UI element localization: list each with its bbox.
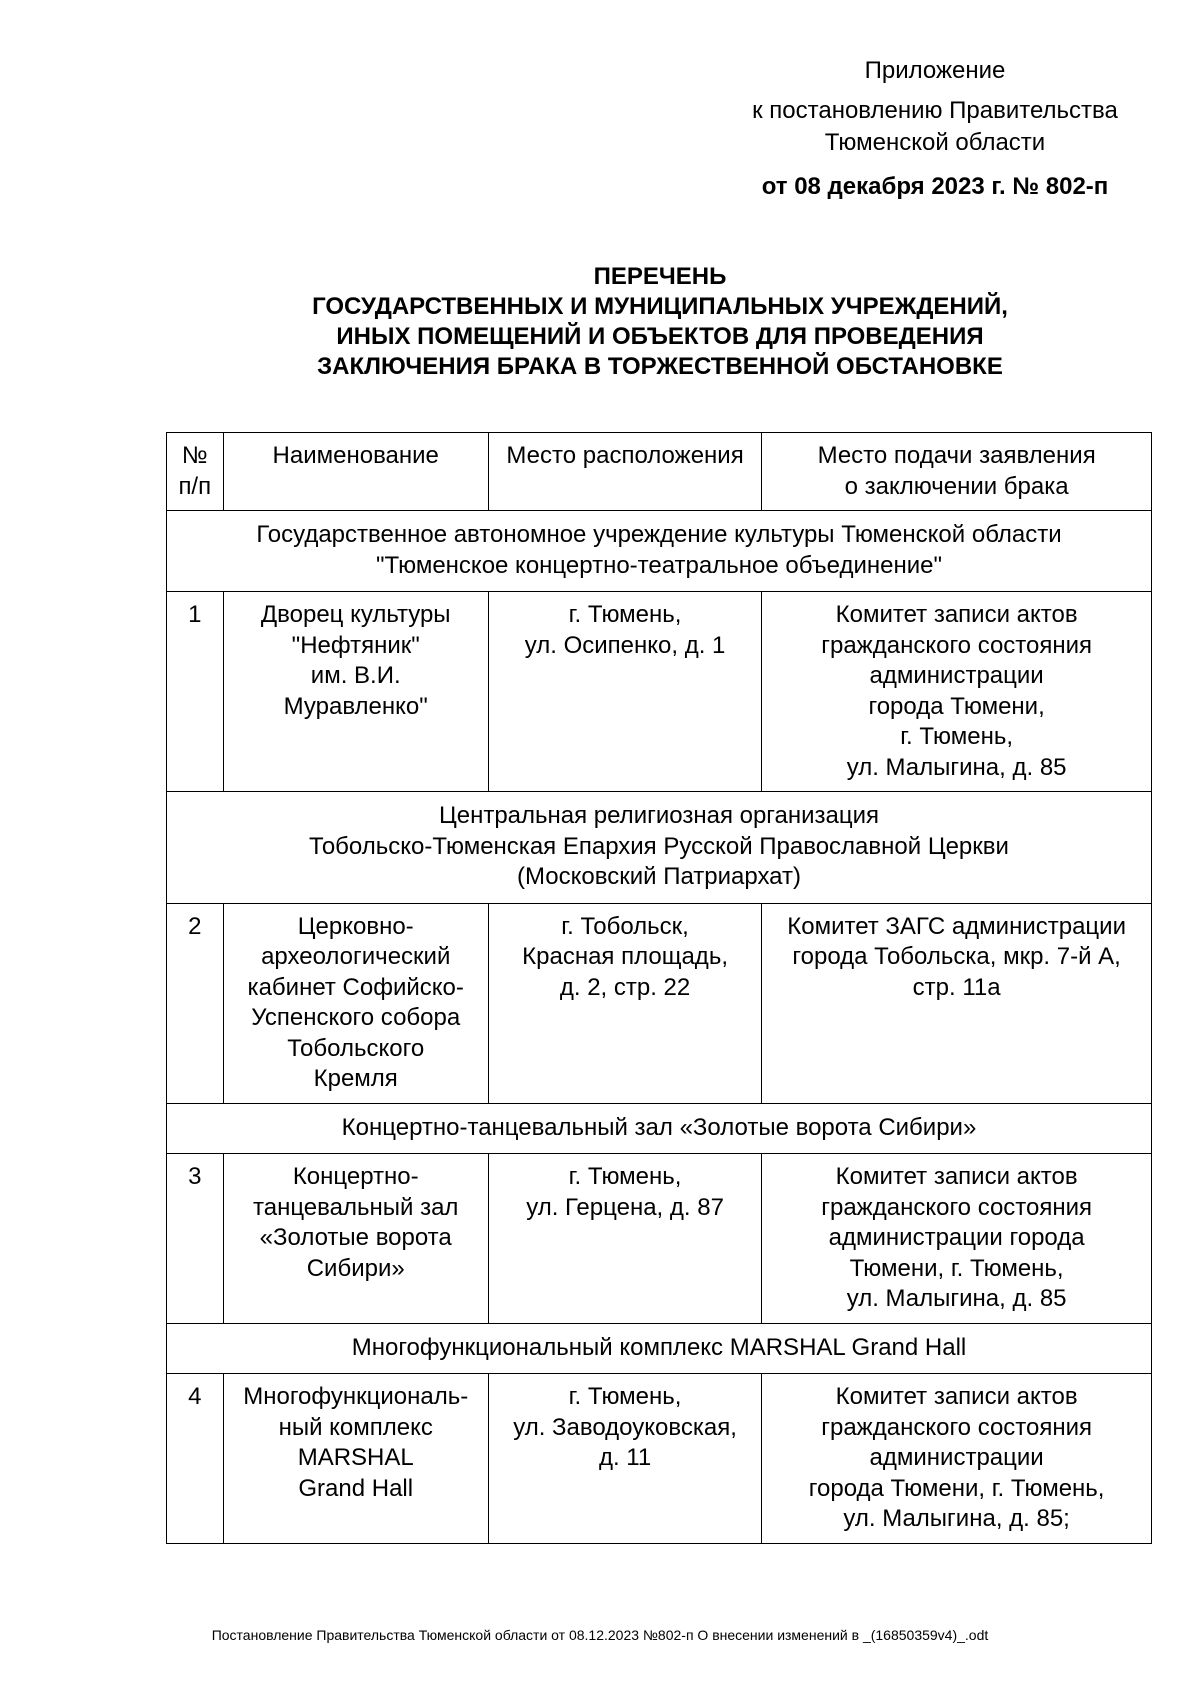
row-name: Дворец культуры "Нефтяник" им. В.И. Муравленко" [223,592,488,792]
title-line-1: ПЕРЕЧЕНЬ [593,263,727,290]
group-title: Центральная религиозная организация Тобольско-Тюменская Епархия Русской Православной Церкви (Московский Патриархат) [167,792,1152,904]
row-number: 4 [167,1374,224,1544]
row-number: 2 [167,903,224,1103]
table-row [167,903,1152,1103]
decree-reference-line2: Тюменской области [824,129,1046,156]
row-name: Многофункциональ- ный комплекс MARSHAL Grand Hall [223,1374,488,1544]
appendix-header [690,55,1180,203]
header-name: Наименование [223,433,488,511]
row-name: Церковно- археологический кабинет Софийско- Успенского собора Тобольского Кремля [223,903,488,1103]
table-header-row [167,433,1152,511]
document-title [160,262,1160,382]
title-line-2: ГОСУДАРСТВЕННЫХ И МУНИЦИПАЛЬНЫХ УЧРЕЖДЕНИЙ, [312,293,1008,320]
table-row [167,592,1152,792]
appendix-label: Приложение [864,57,1006,84]
row-application-place: Комитет записи актов гражданского состояния администрации города Тюмени, г. Тюмень, ул. Малыгина, д. 85; [762,1374,1152,1544]
group-row [167,792,1152,904]
title-line-3: ИНЫХ ПОМЕЩЕНИЙ И ОБЪЕКТОВ ДЛЯ ПРОВЕДЕНИЯ [336,323,984,350]
row-application-place: Комитет записи актов гражданского состояния администрации города Тюмени, г. Тюмень, ул. Малыгина, д. 85 [762,592,1152,792]
decree-reference-line1: к постановлению Правительства [752,97,1118,124]
header-number: № п/п [167,433,224,511]
row-location: г. Тобольск, Красная площадь, д. 2, стр. 22 [488,903,761,1103]
document-footer: Постановление Правительства Тюменской области от 08.12.2023 №802-п О внесении изменений в _(16850359v4)_.odt [211,1627,989,1643]
group-title: Многофункциональный комплекс MARSHAL Grand Hall [167,1323,1152,1374]
row-location: г. Тюмень, ул. Герцена, д. 87 [488,1154,761,1324]
header-location: Место расположения [488,433,761,511]
group-row [167,511,1152,592]
row-number: 1 [167,592,224,792]
group-row [167,1323,1152,1374]
table-row [167,1154,1152,1324]
row-location: г. Тюмень, ул. Заводоуковская, д. 11 [488,1374,761,1544]
venues-table [166,432,1152,1544]
row-number: 3 [167,1154,224,1324]
header-application-place: Место подачи заявления о заключении брака [762,433,1152,511]
table-row [167,1374,1152,1544]
group-title: Государственное автономное учреждение культуры Тюменской области "Тюменское концертно-театральное объединение" [167,511,1152,592]
row-location: г. Тюмень, ул. Осипенко, д. 1 [488,592,761,792]
title-line-4: ЗАКЛЮЧЕНИЯ БРАКА В ТОРЖЕСТВЕННОЙ ОБСТАНОВКЕ [317,353,1003,380]
group-row [167,1103,1152,1154]
decree-number: от 08 декабря 2023 г. № 802-п [761,173,1109,200]
row-name: Концертно- танцевальный зал «Золотые ворота Сибири» [223,1154,488,1324]
group-title: Концертно-танцевальный зал «Золотые ворота Сибири» [167,1103,1152,1154]
row-application-place: Комитет ЗАГС администрации города Тобольска, мкр. 7-й А, стр. 11а [762,903,1152,1103]
row-application-place: Комитет записи актов гражданского состояния администрации города Тюмени, г. Тюмень, ул. Малыгина, д. 85 [762,1154,1152,1324]
